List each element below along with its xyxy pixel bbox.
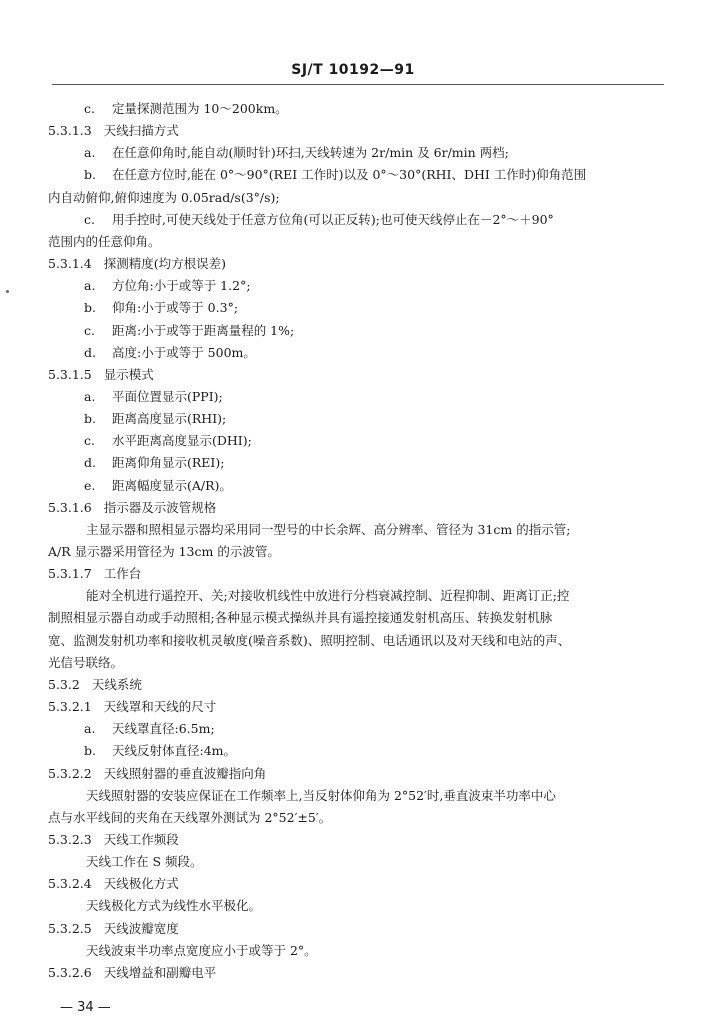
paragraph-line: [0, 630, 706, 652]
line-label: b.: [84, 167, 96, 183]
list-item: [0, 297, 706, 319]
line-label: d.: [84, 344, 96, 360]
list-item: [0, 98, 706, 120]
line-label: e.: [84, 477, 96, 493]
line-text: 水平距离高度显示(DHI);: [112, 433, 252, 449]
list-item: [0, 209, 706, 231]
line-text: 探测精度(均方根误差): [103, 256, 226, 272]
line-text: 用手控时,可使天线处于任意方位角(可以正反转);也可使天线停止在－2°～＋90°: [112, 211, 554, 227]
section-heading: [0, 763, 706, 785]
list-item: [0, 740, 706, 762]
list-item: [0, 320, 706, 342]
paragraph-line: [0, 607, 706, 629]
line-label: b.: [84, 411, 96, 427]
line-label: c.: [84, 101, 95, 116]
page-header: SJ/T 10192—91: [291, 62, 415, 78]
paragraph-line: [0, 652, 706, 674]
line-label: 5.3.2.4: [48, 876, 92, 892]
line-text: 天线工作在 S 频段。: [86, 854, 203, 870]
line-label: c.: [84, 433, 95, 449]
list-item: [0, 386, 706, 408]
line-text: 天线极化方式为线性水平极化。: [86, 898, 262, 914]
list-item: [0, 430, 706, 452]
line-text: 能对全机进行遥控开、关;对接收机线性中放进行分档衰减控制、近程抑制、距离订正;控: [86, 588, 570, 604]
list-item: [0, 452, 706, 474]
list-item: [0, 142, 706, 164]
paragraph-line: [0, 541, 706, 563]
paragraph-line: [0, 851, 706, 873]
line-text: 方位角:小于或等于 1.2°;: [112, 278, 251, 294]
line-text: 天线极化方式: [103, 876, 179, 892]
paragraph-line: [0, 807, 706, 829]
line-label: 5.3.2.5: [48, 920, 92, 936]
line-text: 定量探测范围为 10～200km。: [112, 101, 288, 116]
page-number: — 34 —: [60, 1000, 111, 1015]
line-text: 天线扫描方式: [103, 123, 179, 139]
line-text: 范围内的任意仰角。: [48, 233, 161, 249]
section-heading: [0, 674, 706, 696]
line-label: 5.3.2.3: [48, 831, 92, 847]
line-label: 5.3.1.5: [48, 366, 92, 382]
paragraph-line: [0, 231, 706, 253]
line-label: 5.3.2.6: [48, 964, 92, 980]
line-text: 天线反射体直径:4m。: [112, 743, 237, 759]
line-text: 天线工作频段: [103, 831, 179, 847]
line-text: 天线波束半功率点宽度应小于或等于 2°。: [86, 942, 317, 958]
line-label: c.: [84, 211, 95, 227]
line-text: 仰角:小于或等于 0.3°;: [112, 300, 239, 316]
line-text: 天线照射器的垂直波瓣指向角: [103, 765, 267, 781]
section-heading: [0, 253, 706, 275]
line-text: 点与水平线间的夹角在天线罩外测试为 2°52′±5′。: [48, 809, 332, 825]
line-text: 距离:小于或等于距离量程的 1%;: [112, 322, 295, 338]
line-text: 指示器及示波管规格: [103, 499, 217, 515]
paragraph-line: [0, 519, 706, 541]
section-heading: [0, 873, 706, 895]
line-label: 5.3.1.4: [48, 256, 92, 272]
list-item: [0, 475, 706, 497]
paragraph-line: [0, 187, 706, 209]
line-label: a.: [84, 278, 96, 294]
header-rule: [52, 84, 664, 85]
line-label: 5.3.2: [48, 676, 80, 692]
scan-speck: [6, 290, 9, 293]
line-label: a.: [84, 721, 96, 737]
line-text: 宽、监测发射机功率和接收机灵敏度(噪音系数)、照明控制、电话通讯以及对天线和电站的声、: [48, 632, 571, 648]
line-label: 5.3.1.7: [48, 566, 92, 582]
line-text: 制照相显示器自动或手动照相;各种显示模式操纵并具有遥控接通发射机高压、转换发射机脉: [48, 610, 553, 626]
list-item: [0, 718, 706, 740]
section-heading: [0, 696, 706, 718]
paragraph-line: [0, 940, 706, 962]
line-text: 天线系统: [91, 676, 142, 692]
line-label: d.: [84, 455, 96, 471]
section-heading: [0, 962, 706, 984]
line-text: 高度:小于或等于 500m。: [112, 344, 256, 360]
line-label: b.: [84, 743, 96, 759]
list-item: [0, 342, 706, 364]
section-heading: [0, 918, 706, 940]
line-text: 内自动俯仰,俯仰速度为 0.05rad/s(3°/s);: [48, 189, 280, 205]
line-label: 5.3.1.3: [48, 123, 92, 139]
line-label: 5.3.2.1: [48, 699, 92, 715]
line-text: 天线照射器的安装应保证在工作频率上,当反射体仰角为 2°52′时,垂直波束半功率中心: [86, 787, 556, 803]
paragraph-line: [0, 785, 706, 807]
line-label: a.: [84, 388, 96, 404]
line-text: 天线波瓣宽度: [103, 920, 179, 936]
section-heading: [0, 829, 706, 851]
line-text: 天线增益和副瓣电平: [103, 964, 217, 980]
line-text: 距离高度显示(RHI);: [112, 411, 227, 427]
line-label: c.: [84, 322, 95, 338]
paragraph-line: [0, 585, 706, 607]
section-heading: [0, 364, 706, 386]
line-label: 5.3.2.2: [48, 765, 92, 781]
line-label: a.: [84, 145, 96, 161]
list-item: [0, 164, 706, 186]
section-heading: [0, 563, 706, 585]
line-label: b.: [84, 300, 96, 316]
line-text: 工作台: [103, 566, 142, 582]
line-text: 光信号联络。: [48, 654, 124, 670]
paragraph-line: [0, 895, 706, 917]
line-text: 平面位置显示(PPI);: [112, 388, 223, 404]
line-text: 在任意方位时,能在 0°～90°(REI 工作时)以及 0°～30°(RHI、DHI 工作时)仰角范围: [112, 167, 587, 183]
line-text: 天线罩和天线的尺寸: [103, 699, 217, 715]
section-heading: [0, 497, 706, 519]
line-text: 主显示器和照相显示器均采用同一型号的中长余辉、高分辨率、管径为 31cm 的指示管;: [86, 521, 571, 537]
list-item: [0, 275, 706, 297]
list-item: [0, 408, 706, 430]
line-text: A/R 显示器采用管径为 13cm 的示波管。: [48, 544, 280, 559]
line-text: 显示模式: [103, 366, 154, 382]
line-text: 距离仰角显示(REI);: [112, 455, 225, 471]
line-label: 5.3.1.6: [48, 499, 92, 515]
line-text: 在任意仰角时,能自动(顺时针)环扫,天线转速为 2r/min 及 6r/min 两档;: [112, 145, 509, 161]
line-text: 距离幅度显示(A/R)。: [112, 477, 232, 493]
line-text: 天线罩直径:6.5m;: [112, 721, 215, 737]
section-heading: [0, 120, 706, 142]
